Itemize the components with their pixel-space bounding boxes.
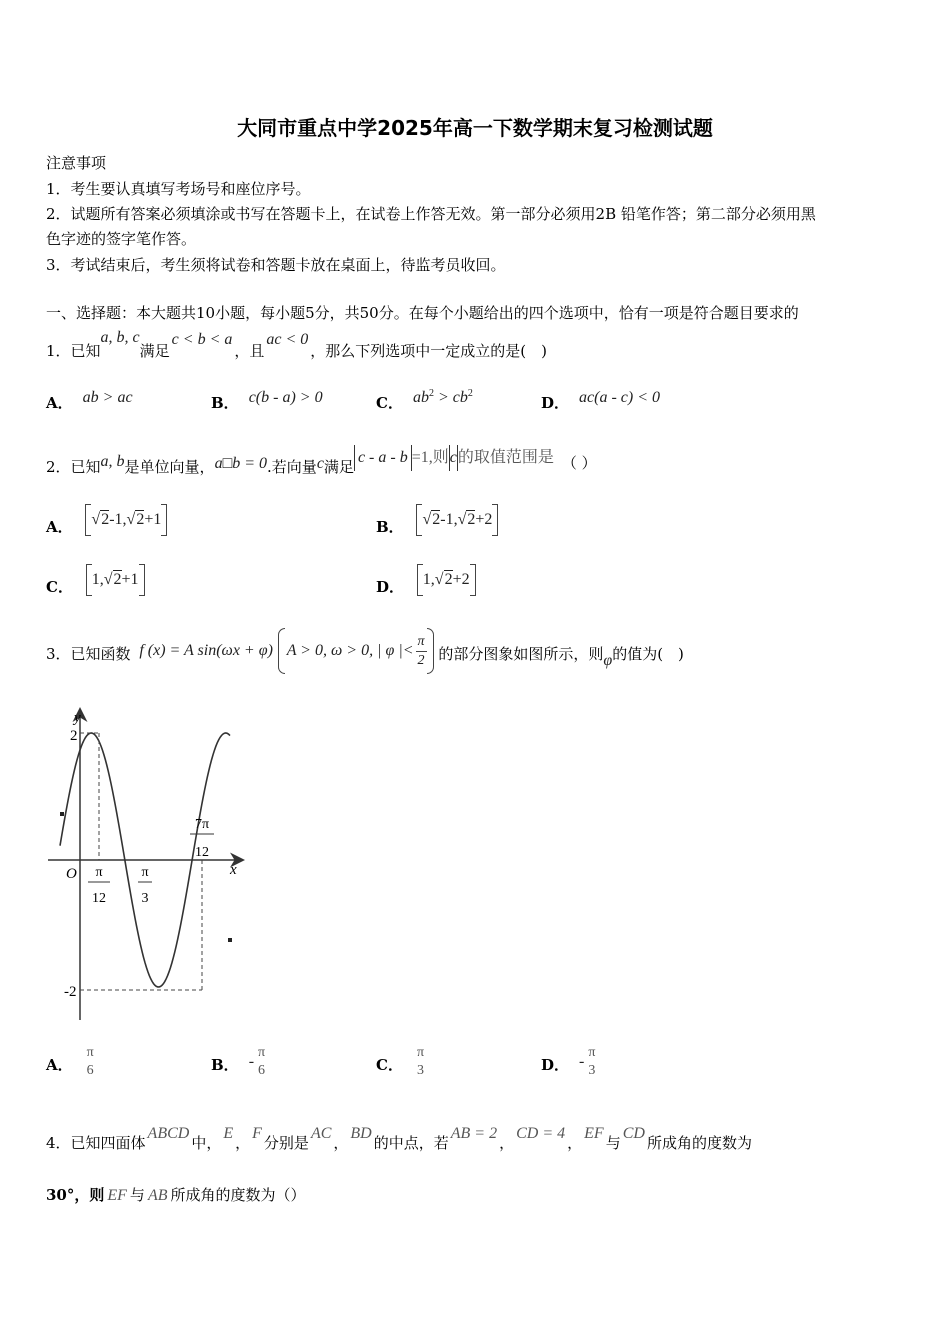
- q1-option-c[interactable]: C． $ab^2 > cb^2$: [376, 388, 473, 412]
- q2-vars: a, b: [100, 453, 125, 470]
- page-title: 大同市重点中学2025年高一下数学期末复习检测试题: [237, 116, 713, 140]
- x-axis-label: x: [230, 862, 237, 878]
- notice-item-1: 1．考生要认真填写考场号和座位序号。: [46, 180, 311, 198]
- q2-option-b[interactable]: B． √2-1,√2+2: [376, 504, 498, 536]
- y-min-label: -2: [64, 984, 77, 1000]
- q2-expr: c - a - b: [357, 449, 408, 466]
- q3-option-c[interactable]: C． π 3: [376, 1045, 425, 1078]
- q3-option-b[interactable]: B． - π 6: [211, 1045, 266, 1078]
- x-tick2-num: π: [141, 865, 149, 880]
- q3-option-d[interactable]: D． - π 3: [541, 1045, 596, 1078]
- q2-option-d[interactable]: D． 1,√2+2: [376, 564, 476, 596]
- q3-func: f (x) = A sin(ωx + φ): [139, 642, 273, 659]
- q3-var-phi: φ: [603, 652, 613, 669]
- q4-num: 4．已知四面体: [46, 1134, 146, 1152]
- q1-option-d[interactable]: D． ac(a - c) < 0: [541, 389, 660, 412]
- q1-num: 1．已知: [46, 342, 101, 360]
- q3-option-a[interactable]: A． π 6: [46, 1045, 94, 1078]
- question-1: [46, 330, 547, 366]
- curve-end-point: [228, 938, 232, 942]
- q1-cond2: ac < 0: [266, 331, 309, 348]
- curve-start-point: [60, 812, 64, 816]
- q1-text3: ，那么下列选项中一定成立的是( ): [310, 342, 548, 360]
- y-axis-label: y: [74, 710, 81, 726]
- question-4: 4．已知四面体ABCD中，E，F分别是AC，BD的中点，若AB = 2，CD = 4，EF与CD所成角的度数为: [46, 1125, 752, 1152]
- q2-option-a[interactable]: A． √2-1,√2+1: [46, 504, 167, 536]
- q3-cond: A > 0, ω > 0, | φ |<: [286, 642, 414, 659]
- q1-option-b[interactable]: B． c(b - a) > 0: [211, 389, 323, 412]
- q2-var-c: c: [316, 455, 324, 472]
- x-tick1-num: π: [95, 865, 103, 880]
- question-2: 2．已知a, b是单位向量，a□b = 0.若向量c满足c - a - b =1,则c的取值范围是 （ ）: [46, 447, 597, 476]
- x-tick1-den: 12: [92, 891, 106, 906]
- q2-cond1: a□b = 0: [214, 455, 268, 472]
- section-heading: 一、选择题：本大题共10小题，每小题5分，共50分。在每个小题给出的四个选项中，恰有一项是符合题目要求的: [46, 304, 799, 322]
- y-max-label: 2: [70, 728, 78, 744]
- question-4-line2: 30°，则 EF 与 AB 所成角的度数为（）: [46, 1186, 306, 1204]
- origin-label: O: [66, 866, 77, 882]
- x-tick3-num: 7π: [194, 817, 210, 832]
- x-tick2-den: 3: [141, 891, 149, 906]
- q2-num: 2．已知: [46, 458, 101, 476]
- q1-text2: ，且: [234, 342, 265, 360]
- notice-item-2: 2．试题所有答案必须填涂或书写在答题卡上，在试卷上作答无效。第一部分必须用2B 铅笔作答；第二部分必须用黑: [46, 205, 816, 223]
- q1-vars: a, b, c: [100, 329, 140, 346]
- q2-option-c[interactable]: C． 1,√2+1: [46, 564, 145, 596]
- notice-item-3: 3．考试结束后，考生须将试卷和答题卡放在桌面上，待监考员收回。: [46, 256, 506, 274]
- q2-range-text: 的取值范围是: [457, 447, 554, 466]
- question-3: 3．已知函数 f (x) = A sin(ωx + φ) A > 0, ω > 0, | φ |< $\frac{\pi}{2}$ 的部分图象如图所示，则φ的值为( ): [46, 628, 684, 678]
- notice-item-2-cont: 色字迹的签字笔作答。: [46, 230, 197, 248]
- q1-text1: 满足: [139, 342, 170, 360]
- q1-cond1: c < b < a: [171, 331, 233, 348]
- x-tick3-den: 12: [195, 845, 209, 860]
- q3-sine-graph: [40, 700, 260, 1030]
- notice-heading: 注意事项: [46, 154, 107, 172]
- q1-option-a[interactable]: A． ab > ac: [46, 389, 133, 412]
- q3-num: 3．已知函数: [46, 645, 131, 663]
